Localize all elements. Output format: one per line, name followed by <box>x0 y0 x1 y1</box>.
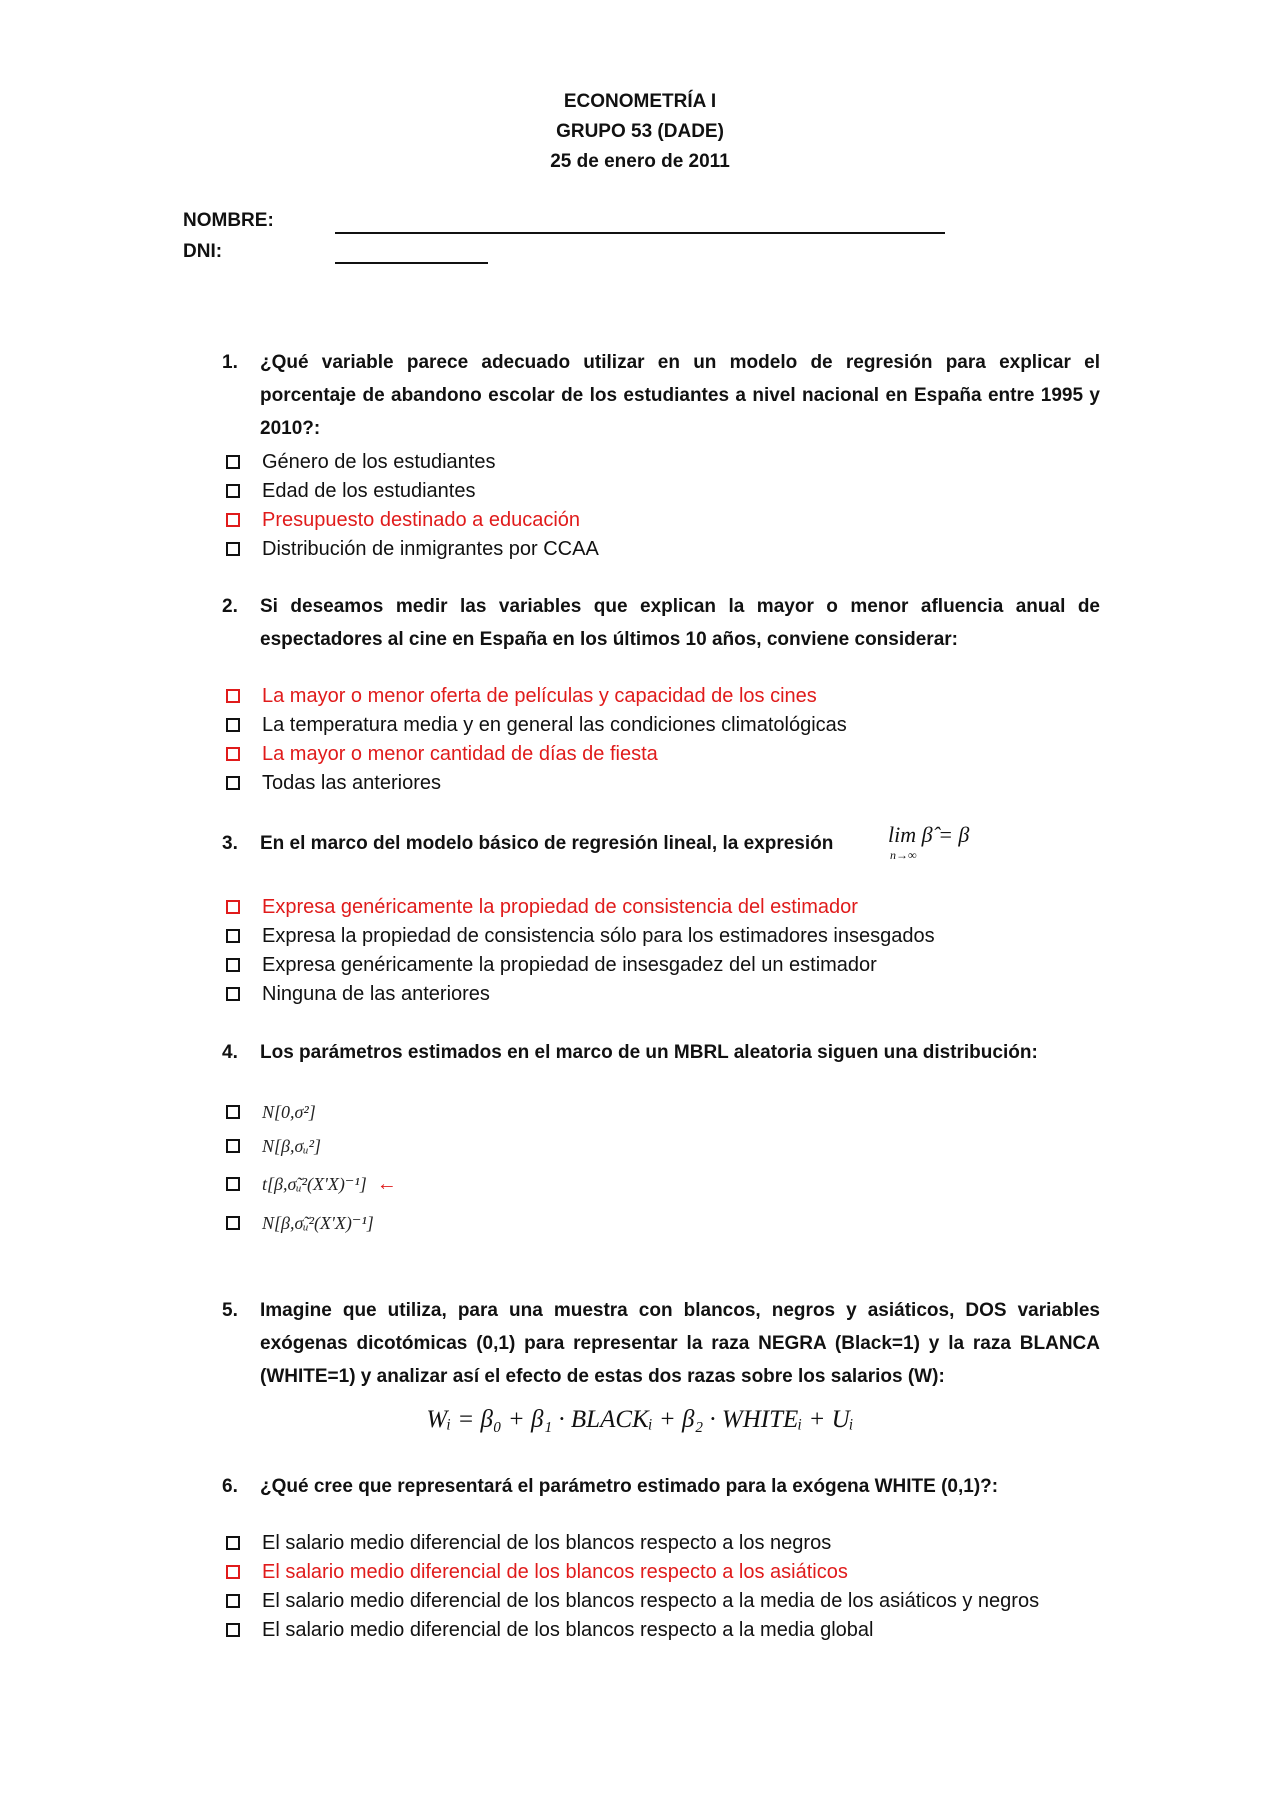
exam-date: 25 de enero de 2011 <box>550 151 730 172</box>
checkbox[interactable] <box>226 1177 240 1191</box>
option-label: Género de los estudiantes <box>262 450 496 473</box>
option-label: El salario medio diferencial de los blancos respecto a la media de los asiáticos y negros <box>262 1589 1040 1612</box>
option-label: La mayor o menor cantidad de días de fiesta <box>262 742 658 765</box>
q6-option-1[interactable] <box>226 1529 831 1557</box>
q2-option-4[interactable] <box>226 769 441 797</box>
option-label: El salario medio diferencial de los blancos respecto a los negros <box>262 1531 832 1554</box>
option-formula: N[β,σᵤ²] <box>262 1135 322 1156</box>
checkbox[interactable] <box>226 1565 240 1579</box>
q2-option-1[interactable] <box>226 682 817 710</box>
option-label: Todas las anteriores <box>262 771 441 794</box>
option-label: Presupuesto destinado a educación <box>262 508 581 531</box>
checkbox[interactable] <box>226 689 240 703</box>
limit-expression: lim β̂ = β <box>888 822 970 847</box>
q3-option-1[interactable] <box>226 893 858 921</box>
dni-field[interactable] <box>335 262 488 264</box>
checkbox[interactable] <box>226 484 240 498</box>
q4-option-3[interactable] <box>226 1168 397 1200</box>
option-formula: t[β,σ̃ᵤ²(X'X)⁻¹] <box>262 1173 367 1194</box>
checkbox[interactable] <box>226 1594 240 1608</box>
option-label: La mayor o menor oferta de películas y capacidad de los cines <box>262 684 817 707</box>
q6-option-3[interactable] <box>226 1587 1039 1615</box>
question-5-number: 5. <box>222 1300 238 1321</box>
checkbox[interactable] <box>226 542 240 556</box>
option-label: Expresa la propiedad de consistencia sólo para los estimadores insesgados <box>262 924 935 947</box>
q4-option-2[interactable] <box>226 1130 321 1162</box>
checkbox[interactable] <box>226 1536 240 1550</box>
name-field[interactable] <box>335 232 945 234</box>
limit-formula <box>888 822 970 862</box>
q3-option-4[interactable] <box>226 980 490 1008</box>
option-formula: N[0,σ²] <box>262 1101 316 1122</box>
question-3-text: En el marco del modelo básico de regresión lineal, la expresión <box>260 833 834 854</box>
regression-equation: Wᵢ = β₀ + β₁ · BLACKᵢ + β₂ · WHITEᵢ + Uᵢ <box>426 1406 854 1433</box>
q2-option-3[interactable] <box>226 740 658 768</box>
q4-option-4[interactable] <box>226 1207 374 1239</box>
dni-label: DNI: <box>183 241 223 262</box>
checkbox[interactable] <box>226 747 240 761</box>
option-label: El salario medio diferencial de los blancos respecto a la media global <box>262 1618 874 1641</box>
option-formula: N[β,σ̃ᵤ²(X'X)⁻¹] <box>262 1212 374 1233</box>
option-label: Expresa genéricamente la propiedad de consistencia del estimador <box>262 895 858 918</box>
question-2-text: Si deseamos medir las variables que explican la mayor o menor afluencia anual de espectadores al cine en España en los últimos 10 años, conviene considerar: <box>260 596 1100 650</box>
question-1-text: ¿Qué variable parece adecuado utilizar en un modelo de regresión para explicar el porcentaje de abandono escolar de los estudiantes a nivel nacional en España entre 1995 y 2010?: <box>260 352 1100 439</box>
q1-option-4[interactable] <box>226 535 599 563</box>
option-label: El salario medio diferencial de los blancos respecto a los asiáticos <box>262 1560 848 1583</box>
question-6-number: 6. <box>222 1476 238 1497</box>
checkbox[interactable] <box>226 1139 240 1153</box>
exam-group: GRUPO 53 (DADE) <box>556 121 724 142</box>
checkbox[interactable] <box>226 513 240 527</box>
checkbox[interactable] <box>226 718 240 732</box>
q4-option-1[interactable] <box>226 1096 316 1128</box>
question-5-text: Imagine que utiliza, para una muestra con blancos, negros y asiáticos, DOS variables exógenas dicotómicas (0,1) para representar la raza NEGRA (Black=1) y la raza BLANCA (WHITE=1) y analizar así el efecto de estas dos razas sobre los salarios (W): <box>260 1300 1100 1387</box>
question-3-number: 3. <box>222 833 238 854</box>
option-label: Distribución de inmigrantes por CCAA <box>262 537 599 560</box>
question-2-number: 2. <box>222 596 238 617</box>
name-label: NOMBRE: <box>183 210 274 231</box>
checkbox[interactable] <box>226 1623 240 1637</box>
checkbox[interactable] <box>226 958 240 972</box>
option-label: Ninguna de las anteriores <box>262 982 490 1005</box>
option-label: La temperatura media y en general las condiciones climatológicas <box>262 713 847 736</box>
checkbox[interactable] <box>226 455 240 469</box>
exam-title: ECONOMETRÍA I <box>563 91 717 112</box>
checkbox[interactable] <box>226 987 240 1001</box>
question-1-number: 1. <box>222 352 238 373</box>
checkbox[interactable] <box>226 929 240 943</box>
q3-option-2[interactable] <box>226 922 935 950</box>
q1-option-1[interactable] <box>226 448 496 476</box>
checkbox[interactable] <box>226 1105 240 1119</box>
limit-subscript: n→∞ <box>890 848 917 862</box>
checkbox[interactable] <box>226 1216 240 1230</box>
q3-option-3[interactable] <box>226 951 877 979</box>
checkbox[interactable] <box>226 776 240 790</box>
q1-option-2[interactable] <box>226 477 476 505</box>
answer-arrow-icon: ← <box>376 1172 397 1195</box>
question-6-text: ¿Qué cree que representará el parámetro estimado para la exógena WHITE (0,1)?: <box>260 1476 999 1497</box>
q6-option-2[interactable] <box>226 1558 848 1586</box>
option-label: Expresa genéricamente la propiedad de insesgadez del un estimador <box>262 953 877 976</box>
question-4-number: 4. <box>222 1042 238 1063</box>
question-4-text: Los parámetros estimados en el marco de un MBRL aleatoria siguen una distribución: <box>260 1042 1038 1063</box>
q6-option-4[interactable] <box>226 1616 873 1644</box>
q1-option-3[interactable] <box>226 506 580 534</box>
checkbox[interactable] <box>226 900 240 914</box>
option-label: Edad de los estudiantes <box>262 479 476 502</box>
q2-option-2[interactable] <box>226 711 847 739</box>
